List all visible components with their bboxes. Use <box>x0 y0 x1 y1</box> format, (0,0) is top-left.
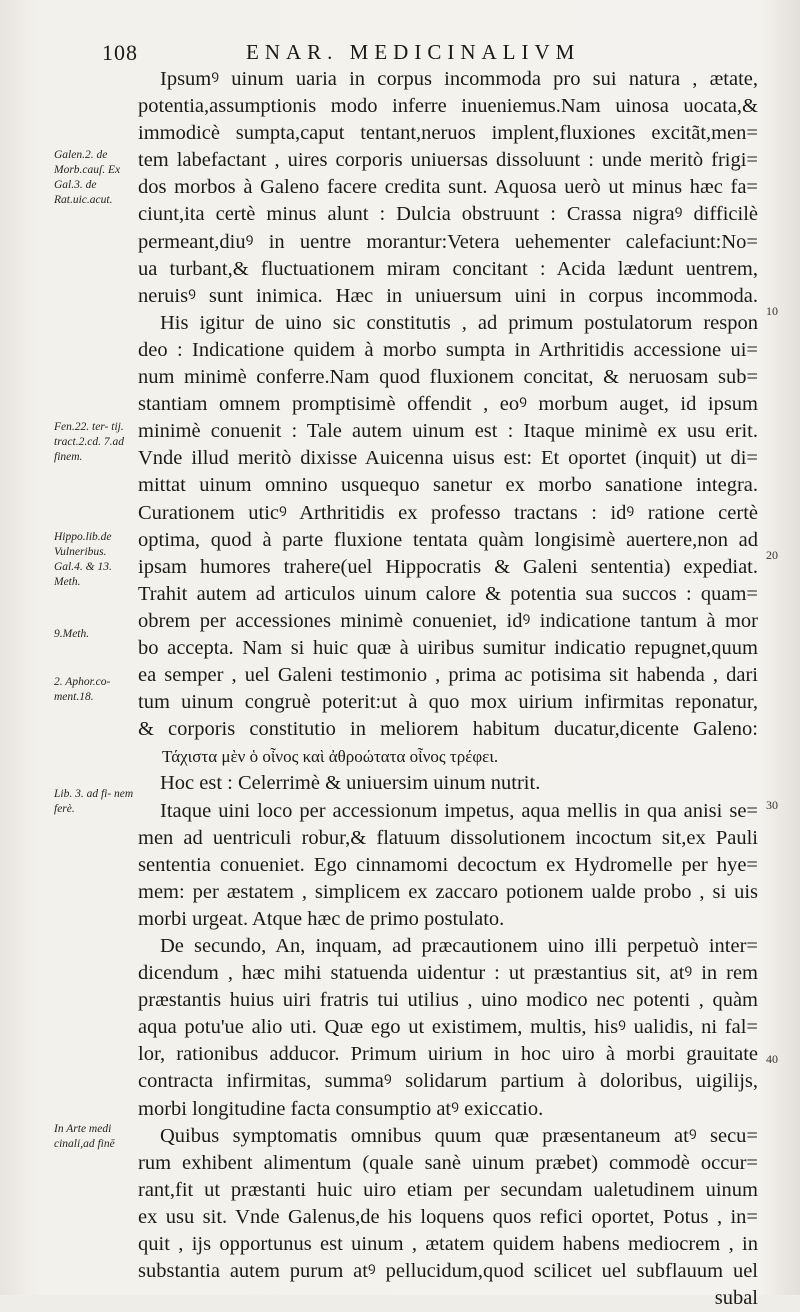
text-line: aqua potu'ue alio uti. Quæ ego ut existimem, multis, hisꝰ ualidis, ni fal= <box>138 1016 758 1039</box>
text-line: Itaque uini loco per accessionum impetus, aqua mellis in qua anisi se= <box>160 799 758 822</box>
text-line: permeant,diuꝰ in uentre morantur:Vetera uehementer calefaciunt:No= <box>138 230 758 253</box>
text-line: tum uinum congruè poterit:ut à quo mox uirium infirmitas reponatur, <box>138 691 758 714</box>
text-line: morbi longitudine facta consumptio atꝰ exiccatio. <box>138 1097 544 1120</box>
margin-note: Galen.2. de Morb.cauſ. Ex Gal.3. de Rat.uic.acut. <box>54 149 121 206</box>
text-line: præstantis huius uiri fratris tui utilius , uino modico nec potenti , quàm <box>138 989 758 1012</box>
text-line: Trahit autem ad articulos uinum calore & potentia sua succos : quam= <box>138 582 758 605</box>
text-line: dicendum , hæc mihi statuenda uidentur : ut præstantius sit, atꝰ in rem <box>138 962 758 985</box>
text-line: optima, quod à parte fluxione tentata quàm longisimè auertere,non ad <box>138 528 758 551</box>
margin-note: Fen.22. ter- tij. tract.2.cd. 7.ad finem. <box>54 421 124 463</box>
margin-note: 2. Aphor.co- ment.18. <box>54 676 111 703</box>
line-number: 40 <box>766 1052 778 1066</box>
margin-note: Lib. 3. ad fi- nem ferè. <box>54 788 134 815</box>
text-line: tem labefactant , uires corporis uniuersas dissoluunt : unde meritò frigi= <box>138 149 758 172</box>
text-line: Curationem uticꝰ Arthritidis ex professo tractans : idꝰ ratione certè <box>138 501 758 524</box>
margin-note: 9.Meth. <box>54 628 90 640</box>
text-line: ex usu sit. Vnde Galenus,de his loquens quos refici oportet, Potus , in= <box>138 1205 758 1228</box>
running-title: ENAR. MEDICINALIVM <box>246 40 581 64</box>
text-line: contracta infirmitas, summaꝰ solidarum partium à doloribus, uigilijs, <box>138 1070 758 1093</box>
line-number: 20 <box>766 548 778 562</box>
text-line: lor, rationibus adducor. Primum uirium in hoc uiro à morbi grauitate <box>138 1043 758 1066</box>
greek-quotation: Τάχιστα μὲν ὁ οἶνος καὶ ἀθροώτατα οἶνος τρέφει. <box>162 747 499 767</box>
text-line: stantiam omnem promptisimè offendit , eoꝰ morbum auget, id ipsum <box>138 393 758 416</box>
text-line: sententia conueniet. Ego cinnamomi decoctum ex Hydromelle per hye= <box>138 853 758 876</box>
text-line: morbi urgeat. Atque hæc de primo postulato. <box>138 907 505 930</box>
text-line: dos morbos à Galeno facere credita sunt. Aquosa uerò ut minus hæc fa= <box>138 176 758 199</box>
text-line: & corporis constitutio in meliorem habitum ducatur,dicente Galeno: <box>138 718 758 741</box>
text-line: neruisꝰ sunt inimica. Hæc in uniuersum uini in corpus incommoda. <box>138 284 758 307</box>
text-line: ciunt,ita certè minus alunt : Dulcia obstruunt : Crassa nigraꝰ difficilè <box>138 203 758 226</box>
text-line: potentia,assumptionis modo inferre inueniemus.Nam uinosa uocata,& <box>138 95 758 118</box>
text-line: His igitur de uino sic constitutis , ad primum postulatorum respon <box>160 311 758 334</box>
text-line: ipsam humores trahere(uel Hippocratis & Galeni sententia) expediat. <box>138 555 758 578</box>
text-line: Vnde illud meritò dixisse Auicenna uisus est: Et oportet (inquit) ut di= <box>138 447 758 470</box>
text-line: De secundo, An, inquam, ad præcautionem uino illi perpetuò inter= <box>160 935 758 957</box>
line-number: 10 <box>766 304 778 318</box>
text-line: rant,fit ut præstanti huic uiro etiam per secundam ualetudinem uinum <box>138 1178 758 1201</box>
text-line: men ad uentriculi robur,& flatuum dissolutionem incoctum sit,ex Pauli <box>138 826 758 849</box>
text-line: rum exhibent alimentum (quale sanè uinum præbet) commodè occur= <box>138 1151 758 1174</box>
text-line: Quibus symptomatis omnibus quum quæ præsentaneum atꝰ secu= <box>160 1124 758 1147</box>
text-line: ua turbant,& fluctuationem miram concitant : Acida lædunt uentrem, <box>138 257 758 280</box>
text-line: immodicè sumpta,caput tentant,neruos implent,fluxiones excitãt,men= <box>138 122 758 145</box>
line-number: 30 <box>766 798 778 812</box>
folio-number: 108 <box>102 40 138 65</box>
catchword: subal <box>714 1287 758 1310</box>
text-line: minimè conuenit : Tale autem uinum est : Itaque minimè ex usu erit. <box>138 420 758 443</box>
main-text-block <box>138 66 758 1312</box>
text-line: num minimè conferre.Nam quod fluxionem concitat, & neruosam sub= <box>138 366 758 389</box>
margin-note: In Arte medi cinali,ad finē <box>54 1123 115 1150</box>
text-line: quit , ijs opportunus est uinum , ætatem quidem habens mediocrem , in <box>138 1233 758 1256</box>
text-line: bo accepta. Nam si huic quæ à uiribus sumitur indicatio repugnet,quum <box>138 636 758 659</box>
text-line: deo : Indicatione quidem à morbo sumpta in Arthritidis accessione ui= <box>138 338 758 361</box>
text-line: substantia autem purum atꝰ pellucidum,quod scilicet uel subflauum uel <box>138 1260 758 1283</box>
margin-note: Hippo.lib.de Vulneribus. Gal.4. & 13. Meth. <box>54 531 112 588</box>
text-line: obrem per accessiones minimè conueniet, idꝰ indicatione tantum à mor <box>138 609 758 632</box>
text-line: Ipsumꝰ uinum uaria in corpus incommoda pro sui natura , ætate, <box>160 68 758 90</box>
text-line: mem: per æstatem , simplicem ex zaccaro potionem ualde probo , si uis <box>138 880 758 903</box>
text-line: mittat uinum omnino usquequo sanetur ex morbo sanatione integra. <box>138 474 758 497</box>
text-line: ea semper , uel Galeni testimonio , prima ac potisima sit habenda , dari <box>138 664 758 687</box>
text-line: Hoc est : Celerrimè & uniuersim uinum nutrit. <box>160 772 541 795</box>
